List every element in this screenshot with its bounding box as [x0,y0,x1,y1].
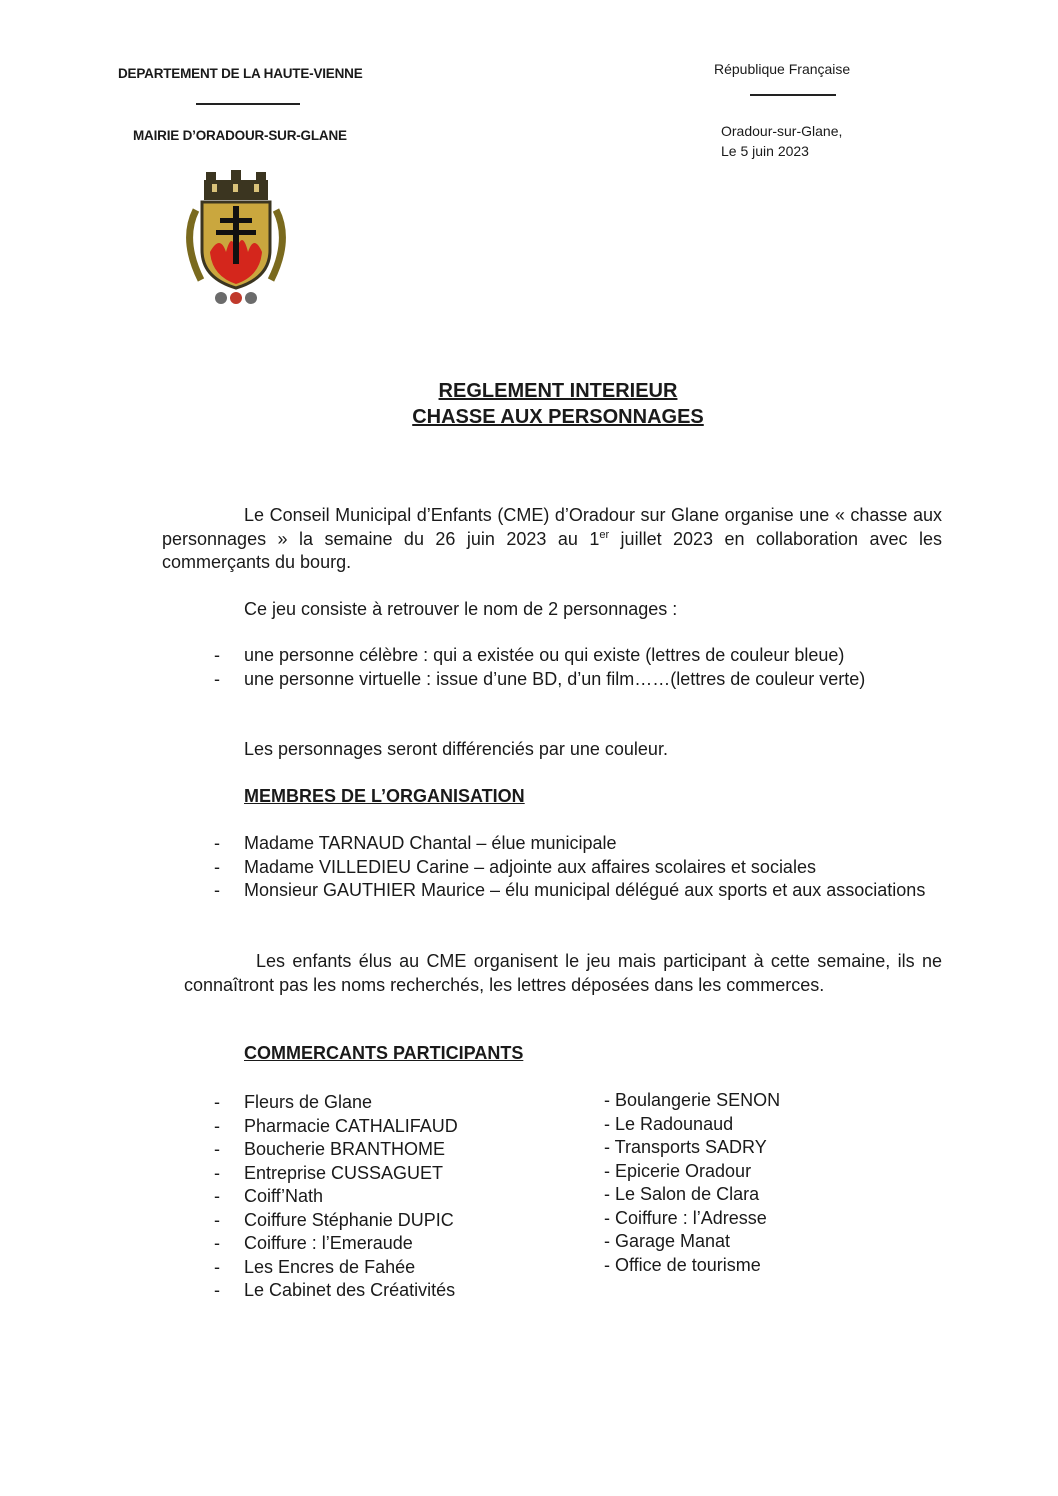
document-title-line1: REGLEMENT INTERIEUR [438,380,678,402]
coat-of-arms-icon [176,170,296,310]
bullet-dash: - [214,645,220,665]
list-item: - Office de tourisme [604,1254,761,1275]
list-item: - Le Cabinet des Créativités [214,1280,456,1300]
list-item: - Boucherie BRANTHOME [214,1139,446,1159]
commercants-list-left [214,1091,584,1303]
bullet-dash: - [214,880,220,900]
list-item: - Les Encres de Fahée [214,1256,416,1277]
bullet-dash: - [214,668,220,689]
date-label: Le 5 juin 2023 [721,143,809,159]
list-item: - Le Salon de Clara [604,1184,760,1204]
children-note: Les enfants élus au CME organisent le jeu mais participant à cette semaine, ils ne connaîtront pas les noms recherchés, les lettres déposées dans les commerces. [184,951,942,995]
list-item: - Coiffure : l’Adresse [604,1207,767,1228]
characters-list [214,644,942,691]
list-item: - Coiffure Stéphanie DUPIC [214,1209,454,1230]
list-item: - Transports SADRY [604,1137,767,1157]
list-item: - une personne virtuelle : issue d’une BD, d’un film……(lettres de couleur verte) [244,668,942,692]
list-item: - Epicerie Oradour [604,1160,752,1181]
intro-superscript: er [599,528,610,541]
intro-paragraph [162,504,942,575]
members-list [214,832,942,903]
commercants-heading: COMMERCANTS PARTICIPANTS [244,1043,524,1063]
bullet-dash: - [214,856,220,877]
list-item: - Coiff’Nath [214,1186,324,1206]
list-item: - Le Radounaud [604,1113,734,1134]
place-label: Oradour-sur-Glane, [721,123,843,139]
game-description: Ce jeu consiste à retrouver le nom de 2 personnages : [244,599,678,619]
commercants-list-right [604,1089,904,1277]
bullet-dash: - [214,833,220,853]
list-item: - Entreprise CUSSAGUET [214,1162,444,1183]
organisation-heading: MEMBRES DE L’ORGANISATION [244,786,525,806]
header-right-divider [750,94,836,96]
intro-text-part2: juillet 2023 en collaboration avec les commerçants du bourg. [162,528,942,572]
list-item: - une personne célèbre : qui a existée ou qui existe (lettres de couleur bleue) [244,644,942,668]
list-item: - Garage Manat [604,1231,731,1251]
list-item: - Coiffure : l’Emeraude [214,1233,413,1253]
colour-note: Les personnages seront différenciés par une couleur. [244,739,668,759]
list-item: - Madame TARNAUD Chantal – élue municipale [244,832,942,856]
republic-label: République Française [714,61,851,77]
list-item: - Pharmacie CATHALIFAUD [214,1115,458,1136]
intro-text-part1: Le Conseil Municipal d’Enfants (CME) d’Oradour sur Glane organise une « chasse aux personnages » la semaine du 26 juin 2023 au 1 [162,505,942,549]
mairie-name: MAIRIE D’ORADOUR-SUR-GLANE [133,128,347,143]
document-title-line2: CHASSE AUX PERSONNAGES [412,406,704,428]
department-name: DEPARTEMENT DE LA HAUTE-VIENNE [118,66,363,81]
header-left-divider [196,103,300,105]
list-item: - Fleurs de Glane [214,1092,373,1112]
list-item: - Monsieur GAUTHIER Maurice – élu municipal délégué aux sports et aux associations [244,879,942,903]
list-item: - Boulangerie SENON [604,1090,781,1110]
list-item: - Madame VILLEDIEU Carine – adjointe aux affaires scolaires et sociales [244,856,942,880]
